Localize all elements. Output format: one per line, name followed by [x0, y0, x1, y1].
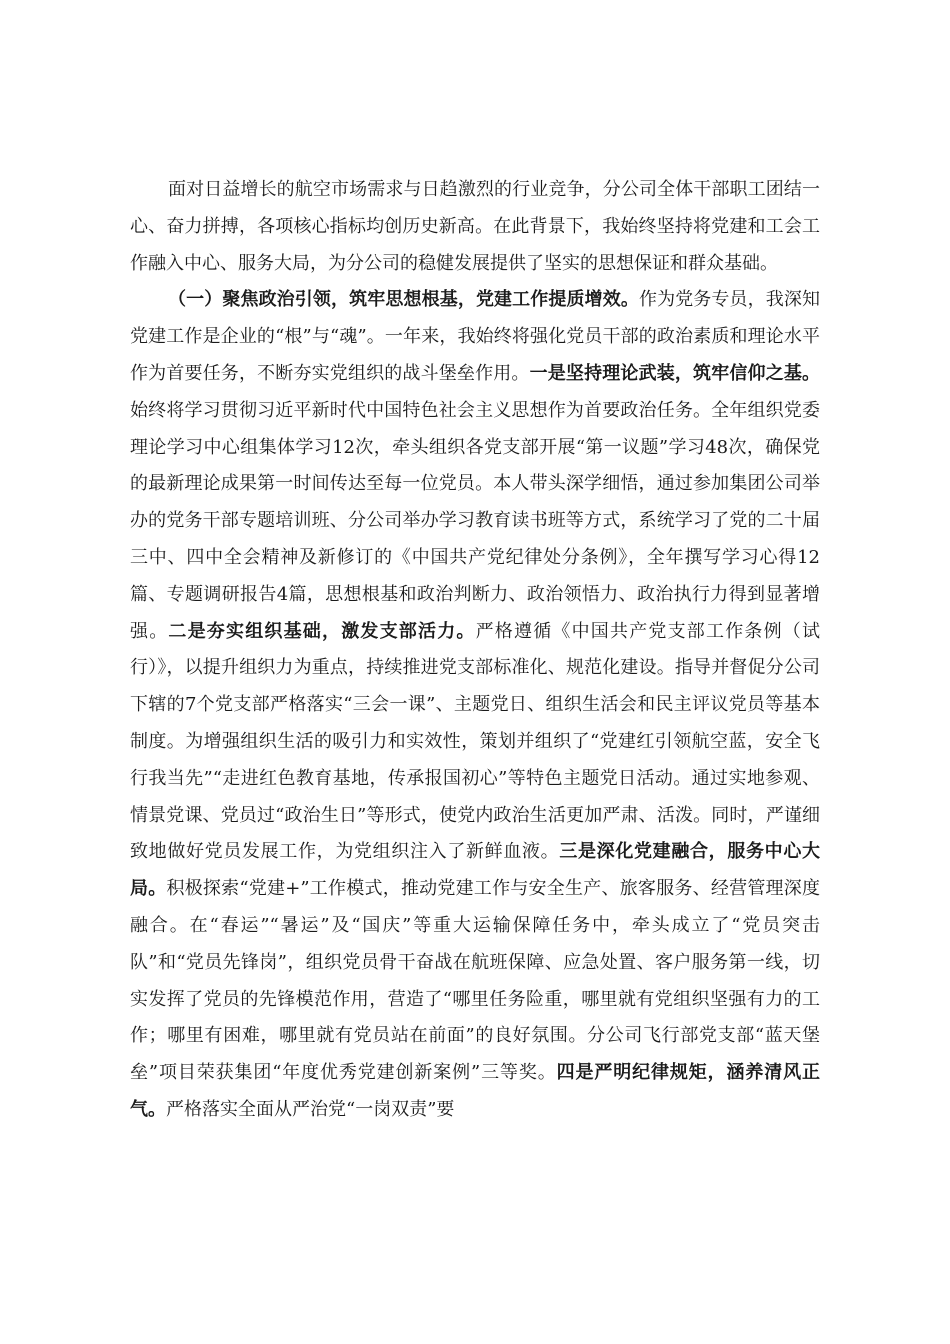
point-two-text: 严格遵循《中国共产党支部工作条例（试行）》，以提升组织力为重点，持续推进党支部标准化、规范化建设。指导并督促分公司下辖的7个党支部严格落实“三会一课”、主题党日、组织生活会和民主评议党员等基本制度。为增强组织生活的吸引力和实效性，策划并组织了“党建红引领航空蓝，安全飞行我当先”“走进红色教育基地，传承报国初心”等特色主题党日活动。通过实地参观、情景党课、党员过“政治生日”等形式，使党内政治生活更加严肃、活泼。同时，严谨细致地做好党员发展工作，为党组织注入了新鲜血液。 — [130, 620, 821, 863]
intro-paragraph — [130, 172, 820, 282]
point-four-text: 严格落实全面从严治党“一岗双责”要 — [166, 1098, 455, 1120]
document-body — [130, 172, 820, 1129]
point-four-title: 四是严明纪律规矩，涵养清风正气。 — [130, 1062, 821, 1120]
section-one-intro: 作为党务专员，我深知党建工作是企业的“根”与“魂”。一年来，我始终将强化党员干部的政治素质和理论水平作为首要任务，不断夯实党组织的战斗堡垒作用。 — [130, 289, 820, 384]
point-three-title: 三是深化党建融合，服务中心大局。 — [130, 841, 821, 900]
point-one-text: 始终将学习贯彻习近平新时代中国特色社会主义思想作为首要政治任务。全年组织党委理论学习中心组集体学习12次，牵头组织各党支部开展“第一议题”学习48次，确保党的最新理论成果第一时间传达至每一位党员。本人带头深学细悟，通过参加集团公司举办的党务干部专题培训班、分公司举办学习教育读书班等方式，系统学习了党的二十届三中、四中全会精神及新修订的《中国共产党纪律处分条例》，全年撰写学习心得12篇、专题调研报告4篇，思想根基和政治判断力、政治领悟力、政治执行力得到显著增强。 — [130, 399, 820, 642]
section-one-heading: （一）聚焦政治引领，筑牢思想根基，党建工作提质增效。 — [168, 289, 639, 311]
intro-paragraph-text: 面对日益增长的航空市场需求与日趋激烈的行业竞争，分公司全体干部职工团结一心、奋力拼搏，各项核心指标均创历史新高。在此背景下，我始终坚持将党建和工会工作融入中心、服务大局，为分公司的稳健发展提供了坚实的思想保证和群众基础。 — [130, 179, 820, 274]
point-three-text: 积极探索“党建+”工作模式，推动党建工作与安全生产、旅客服务、经营管理深度融合。在“春运”“暑运”及“国庆”等重大运输保障任务中，牵头成立了“党员突击队”和“党员先锋岗”，组织党员骨干奋战在航班保障、应急处置、客户服务第一线，切实发挥了党员的先锋模范作用，营造了“哪里任务险重，哪里就有党组织坚强有力的工作；哪里有困难，哪里就有党员站在前面”的良好氛围。分公司飞行部党支部“蓝天堡垒”项目荣获集团“年度优秀党建创新案例”三等奖。 — [130, 878, 821, 1084]
point-one-title: 一是坚持理论武装，筑牢信仰之基。 — [529, 362, 821, 384]
section-one-paragraph — [130, 282, 820, 1128]
point-two-title: 二是夯实组织基础，激发支部活力。 — [168, 620, 476, 642]
